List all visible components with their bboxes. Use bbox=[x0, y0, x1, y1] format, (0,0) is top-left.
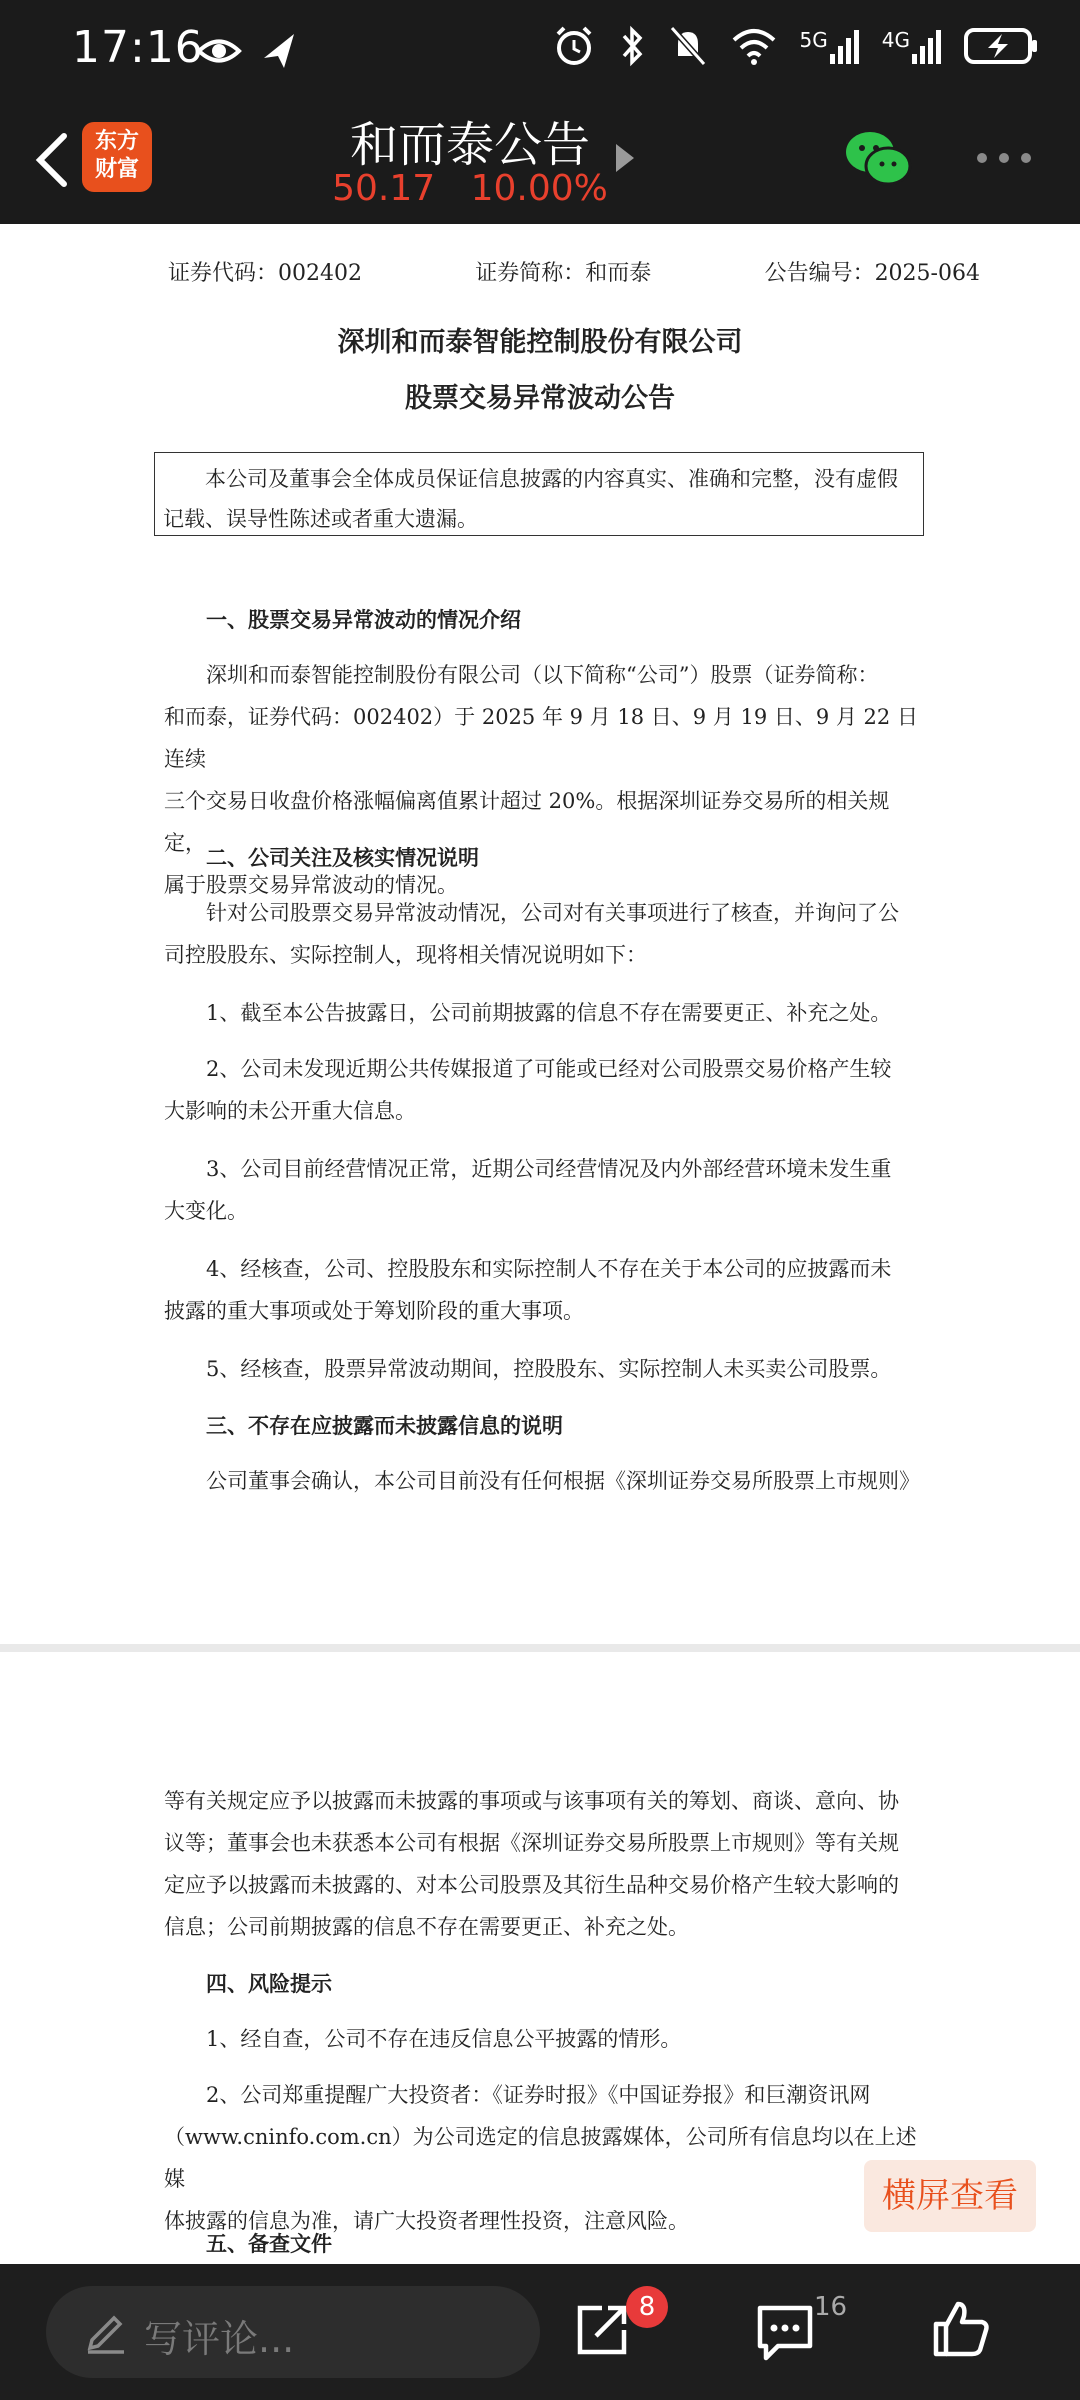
list-item: 4、经核查，公司、控股股东和实际控制人不存在关于本公司的应披露而未 披露的重大事项或处于筹划阶段的重大事项。 bbox=[164, 1257, 892, 1323]
stock-change: 10.00% bbox=[470, 168, 608, 209]
battery-charging-icon bbox=[964, 26, 1040, 66]
list-item: 3、公司目前经营情况正常，近期公司经营情况及内外部经营环境未发生重 大变化。 bbox=[164, 1157, 892, 1223]
notice-box: 本公司及董事会全体成员保证信息披露的内容真实、准确和完整，没有虚假 记载、误导性陈述或者重大遗漏。 bbox=[154, 452, 924, 536]
wifi-icon bbox=[730, 24, 778, 68]
status-bar bbox=[0, 0, 1080, 100]
play-arrow-icon[interactable] bbox=[612, 140, 638, 176]
eastmoney-logo: 东方 财富 bbox=[82, 122, 152, 192]
section-5-title: 五、备查文件 bbox=[206, 2232, 332, 2256]
section-2-intro: 针对公司股票交易异常波动情况，公司对有关事项进行了核查，并询问了公 司控股股东、实际控制人，现将相关情况说明如下： bbox=[164, 901, 899, 967]
comment-placeholder: 写评论... bbox=[144, 2317, 295, 2361]
bottom-bar bbox=[0, 2264, 1080, 2400]
section-1-title: 一、股票交易异常波动的情况介绍 bbox=[206, 608, 521, 632]
app-header bbox=[0, 100, 1080, 224]
list-item: 1、经自查，公司不存在违反信息公平披露的情形。 bbox=[206, 2027, 682, 2051]
bluetooth-icon bbox=[618, 24, 646, 68]
list-item: 1、截至本公告披露日，公司前期披露的信息不存在需要更正、补充之处。 bbox=[206, 1001, 892, 1025]
comment-icon[interactable] bbox=[754, 2302, 816, 2362]
announcement-meta bbox=[168, 256, 980, 287]
section-2-title: 二、公司关注及核实情况说明 bbox=[206, 846, 479, 870]
section-4-title: 四、风险提示 bbox=[206, 1972, 332, 1996]
share-icon[interactable] bbox=[572, 2300, 632, 2360]
security-code: 证券代码：002402 bbox=[168, 261, 362, 286]
mute-bell-icon bbox=[668, 24, 708, 68]
signal-5g: 5G bbox=[800, 28, 860, 64]
stock-price: 50.17 bbox=[332, 168, 436, 209]
stock-quote bbox=[0, 168, 940, 209]
alarm-icon bbox=[552, 24, 596, 68]
comment-count: 16 bbox=[814, 2292, 848, 2322]
list-item: 5、经核查，股票异常波动期间，控股股东、实际控制人未买卖公司股票。 bbox=[206, 1357, 892, 1381]
document-page-1 bbox=[0, 224, 1080, 1648]
company-name: 深圳和而泰智能控制股份有限公司 bbox=[337, 327, 743, 358]
eye-icon bbox=[196, 28, 242, 74]
share-badge: 8 bbox=[626, 2286, 668, 2328]
page-title[interactable]: 和而泰公告 bbox=[349, 117, 590, 173]
announcement-number: 公告编号：2025-064 bbox=[764, 261, 980, 286]
section-3-title: 三、不存在应披露而未披露信息的说明 bbox=[206, 1414, 563, 1438]
comment-input[interactable] bbox=[46, 2286, 540, 2378]
document-title: 股票交易异常波动公告 bbox=[405, 383, 675, 414]
more-dots-icon[interactable] bbox=[974, 148, 1034, 168]
security-name: 证券简称：和而泰 bbox=[475, 261, 652, 286]
section-1-body: 深圳和而泰智能控制股份有限公司（以下简称“公司”）股票（证券简称： 和而泰，证券代码：002402）于 2025 年 9 月 18 日、9 月 19 日、9 月 22 日连续 三个交易日收盘价格涨幅偏离值累计超过 20%。根据深圳证券交易所的相关规定， 属于股票交易异常波动的情况。 bbox=[164, 663, 918, 897]
section-3-body: 公司董事会确认，本公司目前没有任何根据《深圳证券交易所股票上市规则》 bbox=[206, 1469, 920, 1493]
list-item: 2、公司未发现近期公共传媒报道了可能或已经对公司股票交易价格产生较 大影响的未公开重大信息。 bbox=[164, 1057, 892, 1123]
landscape-view-button[interactable]: 横屏查看 bbox=[864, 2160, 1036, 2232]
list-item: 2、公司郑重提醒广大投资者：《证券时报》《中国证券报》和巨潮资讯网 （www.cninfo.com.cn）为公司选定的信息披露媒体，公司所有信息均以在上述媒 体披露的信息为准，请广大投资者理性投资，注意风险。 bbox=[164, 2083, 917, 2233]
section-3-continued: 等有关规定应予以披露而未披露的事项或与该事项有关的筹划、商谈、意向、协 议等；董事会也未获悉本公司有根据《深圳证券交易所股票上市规则》等有关规 定应予以披露而未披露的、对本公司股票及其衍生品种交易价格产生较大影响的 信息；公司前期披露的信息不存在需要更正、补充之处。 bbox=[164, 1789, 899, 1939]
send-icon bbox=[260, 28, 300, 74]
status-time: 17:16 bbox=[72, 22, 204, 73]
signal-bars-icon bbox=[830, 28, 860, 64]
signal-4g: 4G bbox=[882, 28, 942, 64]
thumbs-up-icon[interactable] bbox=[930, 2298, 992, 2360]
page-divider bbox=[0, 1644, 1080, 1652]
signal-bars-icon bbox=[912, 28, 942, 64]
wechat-icon[interactable] bbox=[844, 128, 912, 188]
pen-icon bbox=[84, 2308, 128, 2354]
